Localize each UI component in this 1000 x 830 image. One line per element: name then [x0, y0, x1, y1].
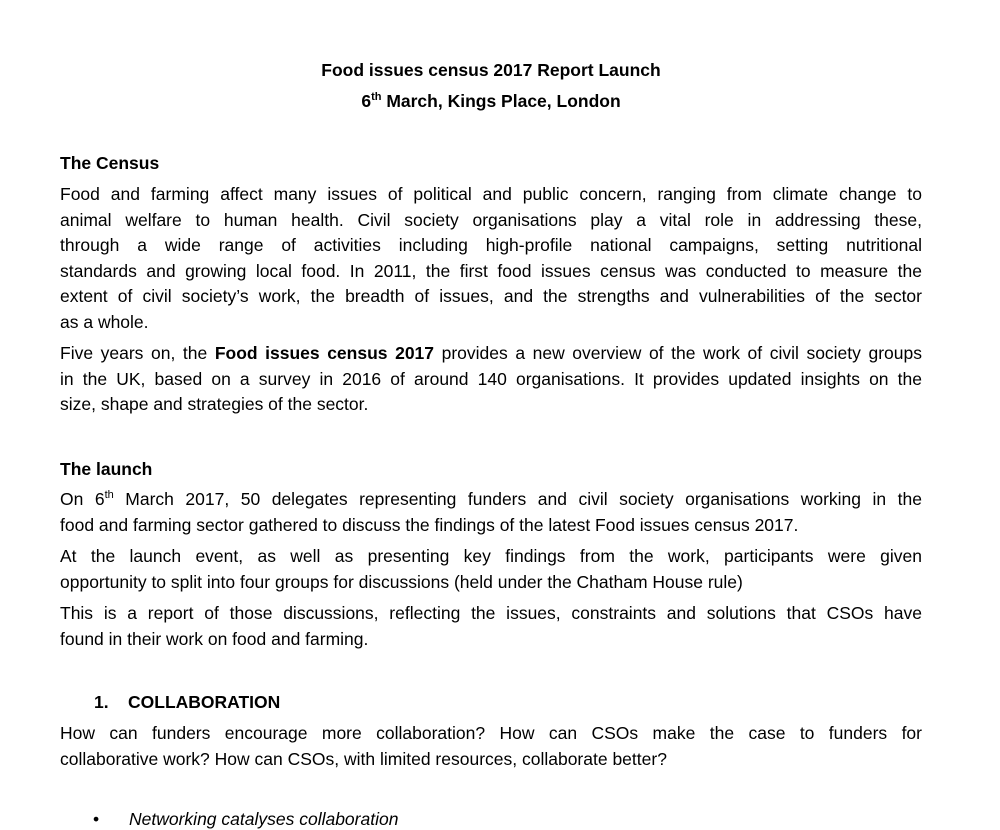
census-heading: The Census	[60, 153, 160, 173]
census-paragraph-1	[60, 182, 922, 336]
text-line	[60, 341, 922, 367]
text-line: through a wide range of activities including high-profile national campaigns, setting nutritional	[60, 235, 922, 256]
text-run: March 2017, 50 delegates representing funders and civil society organisations working in the	[113, 489, 922, 509]
text-line: Food and farming affect many issues of political and public concern, ranging from climate change to	[60, 184, 922, 204]
launch-heading: The launch	[60, 459, 153, 479]
launch-paragraph-3	[60, 601, 922, 652]
census-paragraph-2	[60, 341, 922, 418]
text-line: This is a report of those discussions, reflecting the issues, constraints and solutions that CSOs have	[60, 603, 922, 623]
bullet-text: Networking catalyses collaboration	[129, 809, 399, 829]
text-line: standards and growing local food. In 2011, the first food issues census was conducted to measure the	[60, 260, 922, 281]
document-title: Food issues census 2017 Report Launch	[321, 60, 661, 80]
text-line: size, shape and strategies of the sector.	[60, 394, 369, 415]
launch-paragraph-1	[60, 487, 922, 538]
launch-paragraph-2	[60, 544, 922, 595]
text-line: animal welfare to human health. Civil society organisations play a vital role in addressing these,	[60, 209, 922, 230]
text-line: extent of civil society’s work, the breadth of issues, and the strengths and vulnerabilities of the sector	[60, 286, 922, 307]
report-name: Food issues census 2017	[214, 343, 435, 363]
text-run: Five years on, the	[60, 343, 215, 363]
text-line: At the launch event, as well as presenting key findings from the work, participants were given	[60, 546, 922, 566]
text-line: food and farming sector gathered to discuss the findings of the latest Food issues census 2017.	[60, 514, 799, 535]
section-title: COLLABORATION	[128, 692, 281, 712]
ordinal-suffix: th	[104, 489, 114, 502]
text-line: opportunity to split into four groups for discussions (held under the Chatham House rule)	[60, 571, 743, 592]
bullet-icon: •	[93, 809, 100, 829]
collaboration-intro	[60, 721, 922, 772]
text-run: provides a new overview of the work of civil society groups	[434, 343, 922, 363]
text-line: How can funders encourage more collaboration? How can CSOs make the case to funders for	[60, 723, 922, 743]
text-line: collaborative work? How can CSOs, with limited resources, collaborate better?	[60, 748, 667, 769]
event-day: 6	[361, 91, 372, 111]
text-line: as a whole.	[60, 311, 149, 332]
text-line: found in their work on food and farming.	[60, 628, 369, 649]
text-line	[60, 487, 922, 513]
text-line: in the UK, based on a survey in 2016 of around 140 organisations. It provides updated insights on the	[60, 368, 922, 389]
section-number: 1.	[94, 692, 109, 712]
event-place: March, Kings Place, London	[381, 91, 621, 111]
bullet-item	[93, 808, 398, 830]
text-run: On 6	[60, 489, 105, 509]
document-subtitle	[60, 90, 922, 112]
collaboration-heading	[94, 691, 280, 713]
ordinal-suffix: th	[371, 91, 382, 104]
